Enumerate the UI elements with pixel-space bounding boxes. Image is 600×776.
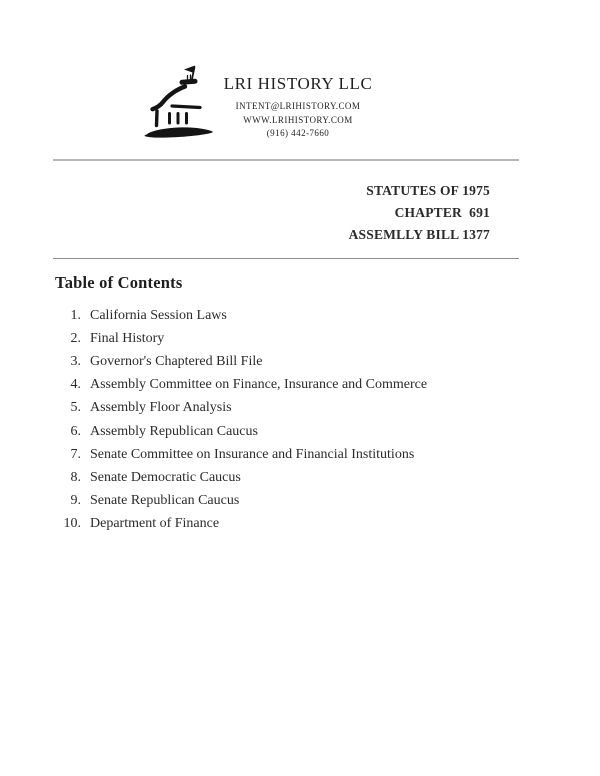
- toc-item: [55, 513, 427, 536]
- phone-line: (916) 442-7660: [266, 128, 330, 138]
- toc-item: [55, 443, 427, 466]
- toc-item: [55, 374, 427, 397]
- letterhead: [203, 74, 393, 141]
- email-line: INTENT@LRIHISTORY.COM: [235, 101, 361, 111]
- horizontal-rule-middle: [53, 258, 519, 259]
- statute-reference-block: [349, 180, 490, 246]
- toc-item-label: Department of Finance: [90, 516, 220, 532]
- toc-item: [55, 466, 427, 489]
- toc-item-label: California Session Laws: [90, 307, 227, 323]
- toc-item: [55, 397, 427, 420]
- toc-heading: Table of Contents: [55, 273, 183, 292]
- toc-item-label: Senate Committee on Insurance and Financial Institutions: [90, 446, 415, 462]
- toc-item: [55, 304, 427, 327]
- toc-item-label: Senate Republican Caucus: [90, 493, 240, 509]
- toc-item-label: Assembly Floor Analysis: [90, 400, 232, 416]
- statutes-line: STATUTES OF 1975: [366, 183, 490, 198]
- website-line: WWW.LRIHISTORY.COM: [243, 114, 353, 125]
- toc-item: [55, 350, 427, 373]
- toc-item-number: 2.: [70, 330, 81, 346]
- toc-item-number: 5.: [70, 400, 81, 416]
- toc-item: [55, 420, 427, 443]
- toc-item-number: 1.: [70, 307, 81, 323]
- assembly-bill-line: ASSEMLLY BILL 1377: [348, 227, 490, 242]
- toc-item-label: Governor's Chaptered Bill File: [90, 353, 263, 369]
- toc-item: [55, 327, 427, 350]
- toc-item-number: 10.: [63, 516, 81, 532]
- toc-item-number: 4.: [70, 377, 81, 393]
- toc-item-number: 7.: [70, 446, 81, 462]
- toc-item-label: Final History: [90, 330, 165, 346]
- toc-item: [55, 490, 427, 513]
- toc-item-label: Senate Democratic Caucus: [90, 469, 241, 485]
- toc-list: [55, 304, 427, 536]
- toc-item-number: 8.: [70, 469, 81, 485]
- horizontal-rule-top: [53, 159, 519, 161]
- toc-item-number: 6.: [70, 423, 81, 439]
- chapter-line: CHAPTER 691: [394, 205, 490, 220]
- toc-item-number: 3.: [70, 353, 81, 369]
- toc-item-label: Assembly Committee on Finance, Insurance and Commerce: [90, 377, 428, 393]
- contact-block: [203, 100, 393, 141]
- company-name: LRI HISTORY LLC: [223, 74, 373, 93]
- toc-item-label: Assembly Republican Caucus: [90, 423, 258, 439]
- toc-item-number: 9.: [70, 493, 81, 509]
